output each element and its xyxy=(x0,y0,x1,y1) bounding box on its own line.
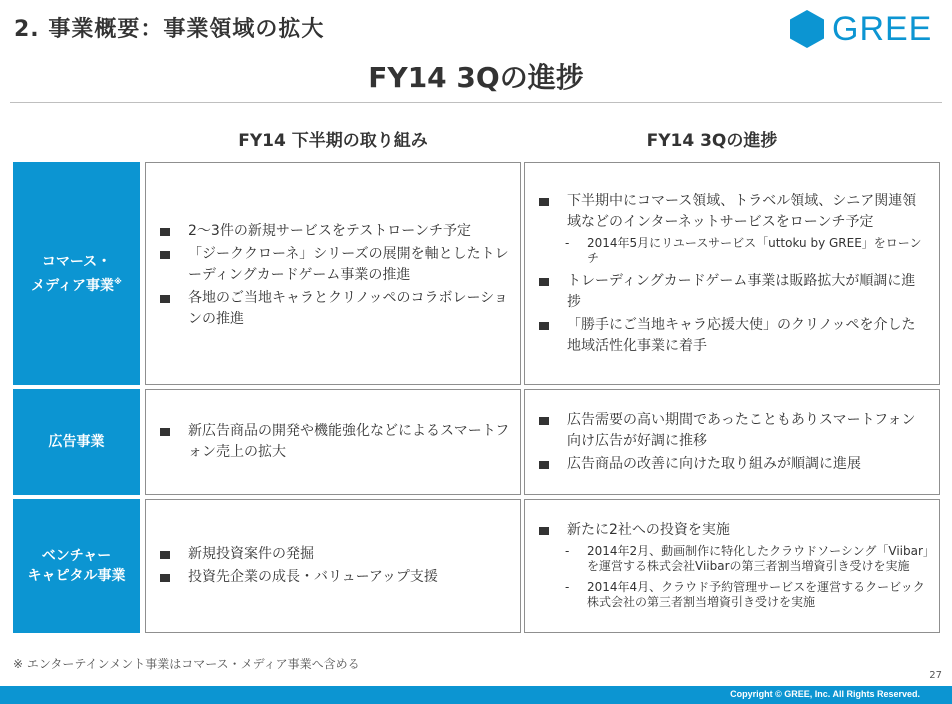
square-bullet-icon xyxy=(539,527,549,535)
progress-cell-commerce-media xyxy=(524,162,940,385)
list-item xyxy=(158,544,510,565)
square-bullet-icon xyxy=(539,198,549,206)
dash-icon: - xyxy=(565,543,570,558)
bullet-text: 広告商品の改善に向けた取り組みが順調に進展 xyxy=(567,455,861,472)
square-bullet-icon xyxy=(160,251,170,259)
bullet-text: 「ジーククローネ」シリーズの展開を軸としたトレーディングカードゲーム事業の推進 xyxy=(188,246,509,283)
square-bullet-icon xyxy=(160,574,170,582)
bullet-text: 下半期中にコマース領域、トラベル領域、シニア関連領域などのインターネットサービスをローンチ予定 xyxy=(567,192,917,230)
progress-cell-venture-capital xyxy=(524,499,940,633)
sub-item xyxy=(537,236,929,266)
column-header-progress: FY14 3Qの進捗 xyxy=(646,131,778,151)
row-label-line: 広告事業 xyxy=(48,434,105,450)
bullet-text: 広告需要の高い期間であったこともありスマートフォン向け広告が好調に推移 xyxy=(567,411,916,449)
list-item xyxy=(537,191,929,233)
sub-item xyxy=(537,544,929,574)
square-bullet-icon xyxy=(539,278,549,286)
row-label-line: コマース・ xyxy=(41,253,112,270)
row-label-advertising xyxy=(13,389,140,495)
row-label-line: キャピタル事業 xyxy=(27,568,126,584)
footer-bar xyxy=(0,686,952,704)
sub-item xyxy=(537,580,929,610)
square-bullet-icon xyxy=(160,428,170,436)
square-bullet-icon xyxy=(539,322,549,330)
section-title: 2. 事業概要：事業領域の拡大 xyxy=(14,17,325,42)
plan-cell-advertising xyxy=(145,389,521,495)
square-bullet-icon xyxy=(160,551,170,559)
bullet-text: 投資先企業の成長・バリューアップ支援 xyxy=(188,569,438,585)
square-bullet-icon xyxy=(160,295,170,303)
row-label-line: メディア事業 xyxy=(31,277,115,294)
square-bullet-icon xyxy=(160,228,170,236)
gree-logo xyxy=(788,6,938,50)
sub-text: 2014年5月にリユースサービス「uttoku by GREE」をローンチ xyxy=(587,235,922,265)
row-label-venture-capital xyxy=(13,499,140,633)
bullet-text: 新規投資案件の発掘 xyxy=(188,546,314,562)
dash-icon: - xyxy=(565,579,570,594)
sub-text: 2014年4月、クラウド予約管理サービスを運営するクービック株式会社の第三者割当増資引き受けを実施 xyxy=(587,579,925,609)
bullet-text: 「勝手にご当地キャラ応援大使」のクリノッペを介した地域活性化事業に着手 xyxy=(567,316,916,354)
list-item xyxy=(158,244,510,286)
copyright: Copyright © GREE, Inc. All Rights Reserved. xyxy=(730,689,920,699)
bullet-text: 2～3件の新規サービスをテストローンチ予定 xyxy=(188,223,471,239)
bullet-text: トレーディングカードゲーム事業は販路拡大が順調に進捗 xyxy=(567,272,916,310)
row-label-commerce-media xyxy=(13,162,140,385)
list-item xyxy=(537,520,929,541)
list-item xyxy=(158,221,510,242)
square-bullet-icon xyxy=(539,461,549,469)
hexagon-logo-icon xyxy=(788,9,826,49)
list-item xyxy=(537,271,929,313)
title-divider xyxy=(10,102,942,103)
footnote-mark: ※ xyxy=(114,276,122,286)
list-item xyxy=(537,315,929,357)
plan-cell-commerce-media xyxy=(145,162,521,385)
square-bullet-icon xyxy=(539,417,549,425)
sub-text: 2014年2月、動画制作に特化したクラウドソーシング「Viibar」を運営する株式会社Viibarの第三者割当増資引き受けを実施 xyxy=(587,543,929,573)
list-item xyxy=(158,567,510,588)
row-label-line: ベンチャー xyxy=(41,548,112,564)
list-item xyxy=(158,421,510,463)
logo-wordmark: GREE xyxy=(832,10,933,48)
column-header-plan: FY14 下半期の取り組み xyxy=(238,131,428,151)
bullet-text: 新たに2社への投資を実施 xyxy=(567,521,730,538)
progress-cell-advertising xyxy=(524,389,940,495)
bullet-text: 新広告商品の開発や機能強化などによるスマートフォン売上の拡大 xyxy=(188,423,510,460)
footnote: ※ エンターテインメント事業はコマース・メディア事業へ含める xyxy=(13,657,360,671)
page-number: 27 xyxy=(929,670,942,681)
bullet-text: 各地のご当地キャラとクリノッペのコラボレーションの推進 xyxy=(188,290,508,327)
page-title: FY14 3Qの進捗 xyxy=(368,61,584,94)
list-item xyxy=(158,288,510,330)
list-item xyxy=(537,454,929,475)
list-item xyxy=(537,410,929,452)
plan-cell-venture-capital xyxy=(145,499,521,633)
dash-icon: - xyxy=(565,235,570,250)
